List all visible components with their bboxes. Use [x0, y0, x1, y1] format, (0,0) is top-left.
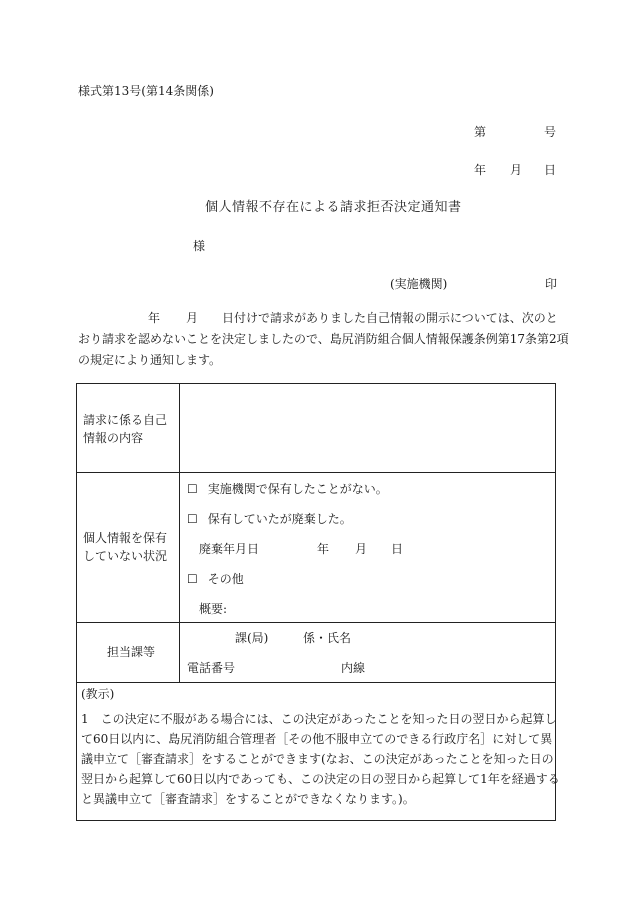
- option-other: ☐ その他: [187, 572, 244, 586]
- body-line-3: の規定により通知します。: [78, 353, 222, 367]
- disposal-month: 月: [355, 542, 368, 556]
- notice-line-3: 議申立て［審査請求］をすることができます(なお、この決定があったことを知った日の: [81, 752, 554, 766]
- checkbox-icon[interactable]: ☐: [187, 512, 198, 526]
- phone-label: 電話番号: [187, 661, 236, 675]
- notice-line-5: と異議申立て［審査請求］をすることができなくなります。)。: [81, 792, 415, 806]
- row-divider-3: [77, 682, 555, 683]
- agency-label: (実施機関): [390, 277, 448, 291]
- date-day: 日: [544, 163, 557, 177]
- row-divider-1: [77, 472, 555, 473]
- addressee-honorific: 様: [193, 239, 206, 253]
- department-label: 担当課等: [107, 645, 156, 659]
- summary-label: 概要:: [199, 602, 228, 616]
- status-label-1: 個人情報を保有: [83, 531, 168, 545]
- section-label: 課(局): [235, 631, 269, 645]
- notice-heading: (教示): [81, 687, 115, 701]
- body-line-1: 日付けで請求がありました自己情報の開示については、次のと: [222, 311, 558, 325]
- decision-table: [76, 383, 560, 821]
- body-line-2: おり請求を認めないことを決定しましたので、島尻消防組合個人情報保護条例第17条第2項: [78, 332, 569, 346]
- number-suffix: 号: [544, 125, 557, 139]
- row-divider-2: [77, 622, 555, 623]
- notice-line-2: て60日以内に、島尻消防組合管理者［その他不服申立てのできる行政庁名］に対して異: [81, 732, 553, 746]
- column-divider: [179, 384, 180, 682]
- option-disposed: ☐ 保有していたが廃棄した。: [187, 512, 352, 526]
- extension-label: 内線: [341, 661, 366, 675]
- date-month: 月: [510, 163, 523, 177]
- number-prefix: 第: [474, 125, 487, 139]
- document-title: 個人情報不存在による請求拒否決定通知書: [205, 200, 462, 215]
- staff-label: 係・氏名: [303, 631, 352, 645]
- notice-line-1: 1 この決定に不服がある場合には、この決定があったことを知った日の翌日から起算し: [81, 712, 557, 726]
- disposal-year: 年: [317, 542, 330, 556]
- date-year: 年: [474, 163, 487, 177]
- seal-mark: 印: [545, 277, 558, 291]
- checkbox-icon[interactable]: ☐: [187, 482, 198, 496]
- option-never-held: ☐ 実施機関で保有したことがない。: [187, 482, 388, 496]
- disposal-date-label: 廃棄年月日: [199, 542, 260, 556]
- status-label-2: していない状況: [83, 549, 168, 563]
- notice-line-4: 翌日から起算して60日以内であっても、この決定の日の翌日から起算して1年を経過する: [81, 772, 560, 786]
- requested-info-label-2: 情報の内容: [83, 431, 144, 445]
- disposal-day: 日: [391, 542, 404, 556]
- body-year: 年: [148, 311, 161, 325]
- checkbox-icon[interactable]: ☐: [187, 572, 198, 586]
- body-month: 月: [186, 311, 199, 325]
- form-number-label: 様式第13号(第14条関係): [78, 84, 214, 98]
- requested-info-label-1: 請求に係る自己: [83, 413, 168, 427]
